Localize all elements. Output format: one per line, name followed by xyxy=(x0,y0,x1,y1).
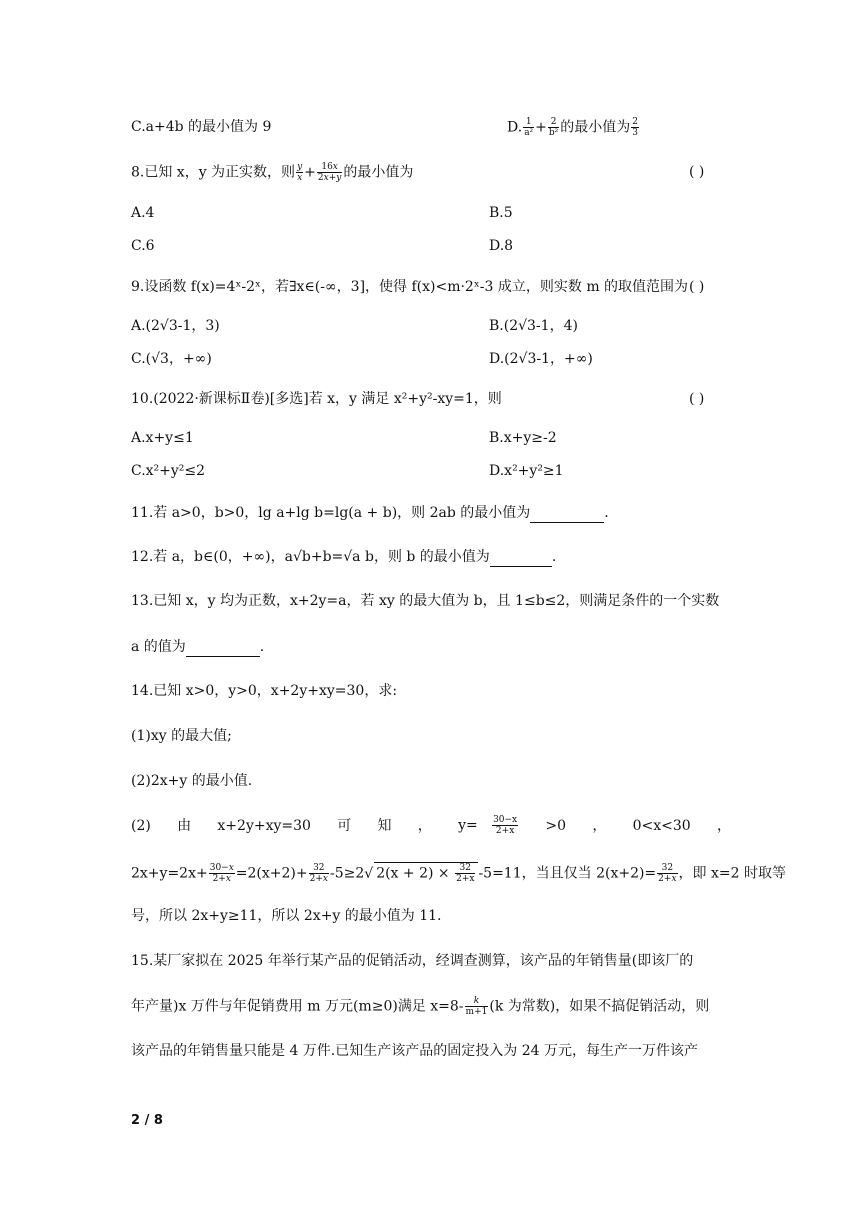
fraction: $\frac{2}{\text{b²}}$ xyxy=(548,117,559,138)
q9-stem: 9.设函数 f(x)=4ˣ-2ˣ，若∃x∈(-∞，3]，使得 f(x)<m·2ˣ-3 成立，则实数 m 的取值范围为 xyxy=(131,279,689,295)
fraction: $\frac{30-x}{2+x}$ xyxy=(209,863,234,884)
q9-option-d: D.(2√3-1，+∞) xyxy=(489,351,593,367)
q12: 12.若 a，b∈(0，+∞)，a√b+b=√a b，则 b 的最小值为 . xyxy=(131,546,556,567)
answer-blank xyxy=(490,546,552,567)
fraction: $\frac{32}{2+x}$ xyxy=(456,863,475,884)
fraction: $\frac{y}{x}$ xyxy=(297,162,303,183)
q14-part1: (1)xy 的最大值; xyxy=(131,728,232,744)
answer-paren: ( ) xyxy=(689,391,705,407)
q7-option-d: D. $\frac{1}{\text{a²}}$ + $\frac{2}{\text{b²}}$ 的最小值为 $\frac{2}{3}$ xyxy=(507,117,639,138)
q10-option-a: A.x+y≤1 xyxy=(131,430,194,446)
answer-paren: ( ) xyxy=(689,164,705,180)
q8-option-c: C.6 xyxy=(131,238,155,254)
q8-stem: 8.已知 x，y 为正实数，则 $\frac{y}{x}$ + $\frac{16x}{2x+y}$ 的最小值为 xyxy=(131,162,414,183)
fraction: $\frac{32}{2+x}$ xyxy=(658,863,677,884)
q15-line1: 15.某厂家拟在 2025 年举行某产品的促销活动，经调查测算，该产品的年销售量(即该厂的 xyxy=(131,953,694,969)
q8-option-a: A.4 xyxy=(131,205,155,221)
q14-solution-line1: (2) 由 x+2y+xy=30 可 知 ， y= $\frac{30-x}{2+x}$ >0 ， 0<x<30 ， xyxy=(131,815,731,836)
fraction: $\frac{2}{3}$ xyxy=(632,117,639,138)
answer-paren: ( ) xyxy=(689,279,705,295)
q14-stem: 14.已知 x>0，y>0，x+2y+xy=30，求: xyxy=(131,683,398,699)
q13-line2: a 的值为 . xyxy=(131,636,264,657)
q14-solution-line2: 2x+y=2x+ $\frac{30-x}{2+x}$ =2(x+2)+ $\frac{32}{2+x}$ -5≥2√ 2(x + 2) × $\frac{32}{2+x}$ -5=11，当且仅当 2(x+2)= $\frac{32}{2+x}$ ，即 x=2 时取等 xyxy=(131,863,786,884)
fraction: $\frac{1}{\text{a²}}$ xyxy=(524,117,534,138)
q13-line1: 13.已知 x，y 均为正数，x+2y=a，若 xy 的最大值为 b，且 1≤b≤2，则满足条件的一个实数 xyxy=(131,593,720,609)
fraction: $\frac{k}{m+1}$ xyxy=(465,996,488,1017)
answer-blank xyxy=(530,502,604,523)
q15-line2: 年产量)x 万件与年促销费用 m 万元(m≥0)满足 x=8- $\frac{k}{m+1}$ (k 为常数)，如果不搞促销活动，则 xyxy=(131,996,710,1017)
fraction: $\frac{30-x}{2+x}$ xyxy=(493,815,518,836)
sqrt-radicand: 2(x + 2) × $\frac{32}{2+x}$ xyxy=(374,862,478,884)
q14-part2: (2)2x+y 的最小值. xyxy=(131,773,253,789)
q10-option-d: D.x²+y²≥1 xyxy=(489,463,564,479)
q14-solution-line3: 号，所以 2x+y≥11，所以 2x+y 的最小值为 11. xyxy=(131,908,442,924)
answer-blank xyxy=(186,636,260,657)
q10-option-c: C.x²+y²≤2 xyxy=(131,463,206,479)
q8-option-b: B.5 xyxy=(489,205,513,221)
q10-option-b: B.x+y≥-2 xyxy=(489,430,557,446)
q8-option-d: D.8 xyxy=(489,238,514,254)
q15-line3: 该产品的年销售量只能是 4 万件.已知生产该产品的固定投入为 24 万元，每生产一万件该产 xyxy=(131,1043,698,1059)
sqrt-symbol: √ xyxy=(364,865,374,882)
q10-stem: 10.(2022·新课标Ⅱ卷)[多选]若 x，y 满足 x²+y²-xy=1，则 xyxy=(131,391,502,407)
q11: 11.若 a>0，b>0，lg a+lg b=lg(a + b)，则 2ab 的最小值为 . xyxy=(131,502,609,523)
fraction: $\frac{16x}{2x+y}$ xyxy=(317,162,342,183)
q7-option-c: C.a+4b 的最小值为 9 xyxy=(131,119,272,135)
page-number: 2 / 8 xyxy=(131,1113,163,1128)
q9-option-a: A.(2√3-1，3) xyxy=(131,318,220,334)
q9-option-b: B.(2√3-1，4) xyxy=(489,318,578,334)
q9-option-c: C.(√3，+∞) xyxy=(131,351,212,367)
fraction: $\frac{32}{2+x}$ xyxy=(309,863,328,884)
